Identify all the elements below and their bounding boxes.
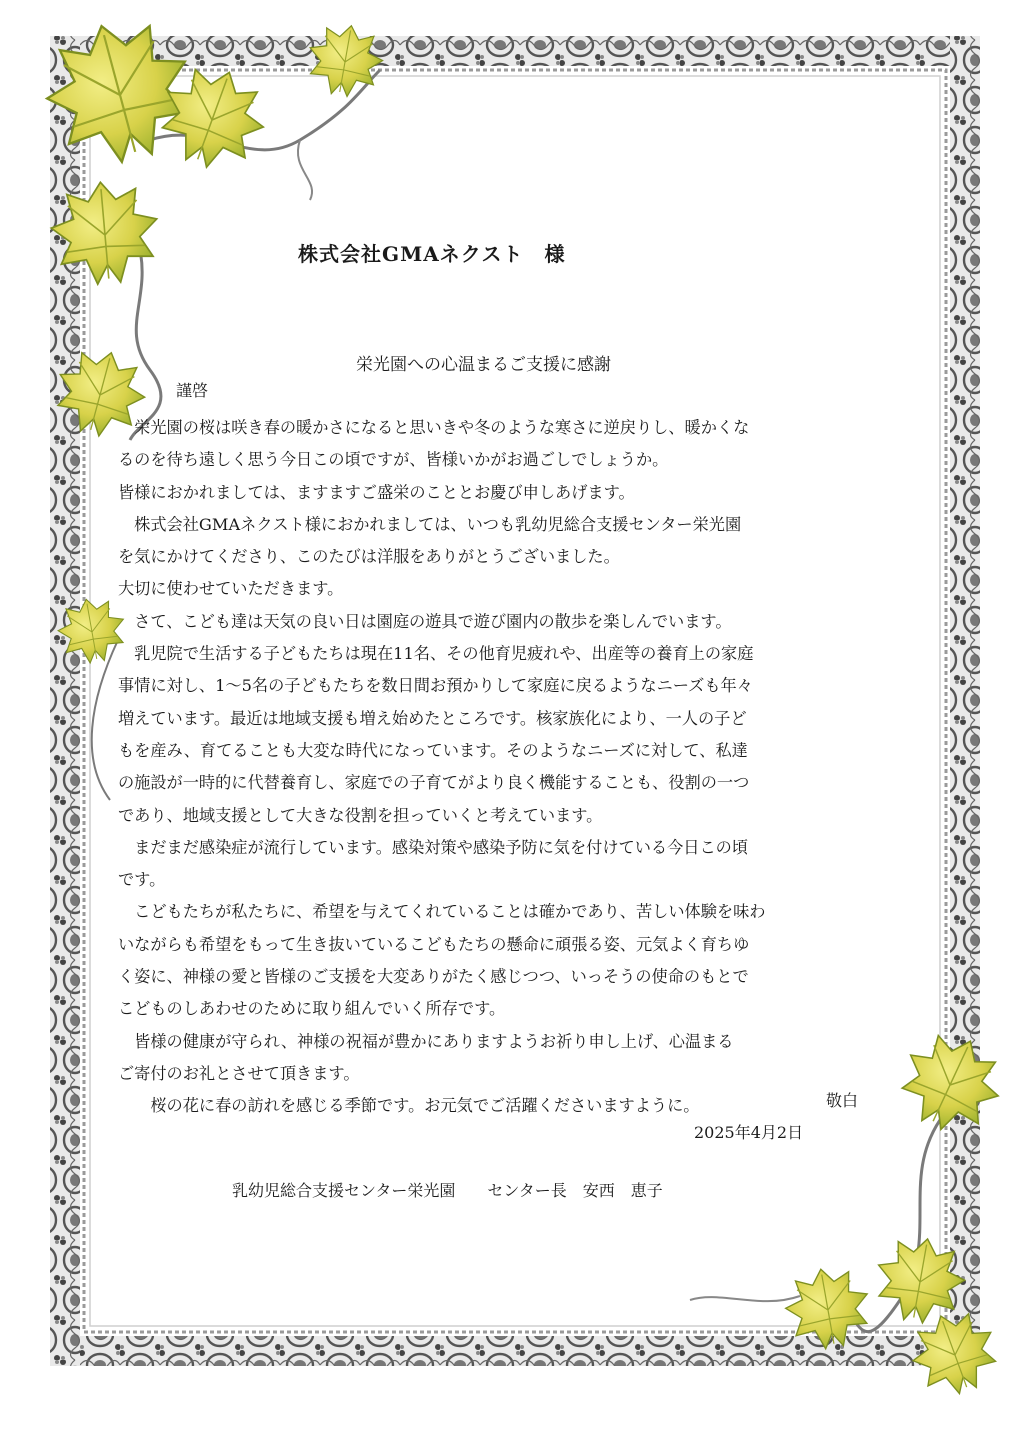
body-line: 大切に使わせていただきます。 (118, 579, 344, 599)
body-line: 事情に対し、1～5名の子どもたちを数日間お預かりして家庭に戻るようなニーズも年々 (118, 676, 753, 696)
body-line: さて、こども達は天気の良い日は園庭の遊具で遊び園内の散歩を楽しんでいます。 (118, 611, 732, 631)
body-line: です。 (118, 870, 166, 890)
body-line: 桜の花に春の訪れを感じる季節です。お元気でご活躍くださいますように。 (118, 1096, 700, 1116)
closing-word: 敬白 (826, 1091, 859, 1110)
body-line: の施設が一時的に代替養育し、家庭での子育てがより良く機能することも、役割の一つ (118, 773, 750, 793)
body-line: こどもたちが私たちに、希望を与えてくれていることは確かであり、苦しい体験を味わ (118, 902, 766, 922)
body-line: もを産み、育てることも大変な時代になっています。そのようなニーズに対して、私達 (118, 740, 748, 760)
body-line: まだまだ感染症が流行しています。感染対策や感染予防に気を付けている今日この頃 (118, 837, 749, 857)
body-line: く姿に、神様の愛と皆様のご支援を大変ありがたく感じつつ、いっそうの使命のもとで (118, 967, 749, 987)
body-line: こどものしあわせのために取り組んでいく所存です。 (118, 999, 506, 1019)
body-line: 皆様におかれましては、ますますご盛栄のこととお慶び申しあげます。 (118, 482, 635, 502)
letter-date: 2025年4月2日 (694, 1123, 804, 1142)
opening-salutation: 謹啓 (176, 381, 209, 400)
body-line: 株式会社GMAネクスト様におかれましては、いつも乳幼児総合支援センター栄光園 (118, 514, 742, 534)
body-line: を気にかけてくださり、このたびは洋服をありがとうございました。 (118, 547, 620, 567)
body-line: ご寄付のお礼とさせて頂きます。 (118, 1063, 360, 1083)
body-line: であり、地域支援として大きな役割を担っていくと考えています。 (118, 805, 603, 825)
body-line: いながらも希望をもって生き抜いているこどもたちの懸命に頑張る姿、元気よく育ちゆ (118, 934, 750, 954)
body-line: るのを待ち遠しく思う今日この頃ですが、皆様いかがお過ごしでしょうか。 (118, 450, 669, 470)
body-line: 増えています。最近は地域支援も増え始めたところです。核家族化により、一人の子ど (118, 708, 747, 728)
recipient-line: 株式会社GMAネクスト 様 (298, 242, 566, 266)
signature-line: 乳幼児総合支援センター栄光園 センター長 安西 恵子 (232, 1181, 663, 1200)
letter-title: 栄光園への心温まるご支援に感謝 (356, 355, 611, 375)
body-line: 栄光園の桜は咲き春の暖かさになると思いきや冬のような寒さに逆戻りし、暖かくな (118, 418, 750, 437)
letter-body (118, 412, 956, 1123)
body-line: 乳児院で生活する子どもたちは現在11名、その他育児疲れや、出産等の養育上の家庭 (118, 644, 754, 664)
body-line: 皆様の健康が守られ、神様の祝福が豊かにありますようお祈り申し上げ、心温まる (118, 1031, 734, 1051)
